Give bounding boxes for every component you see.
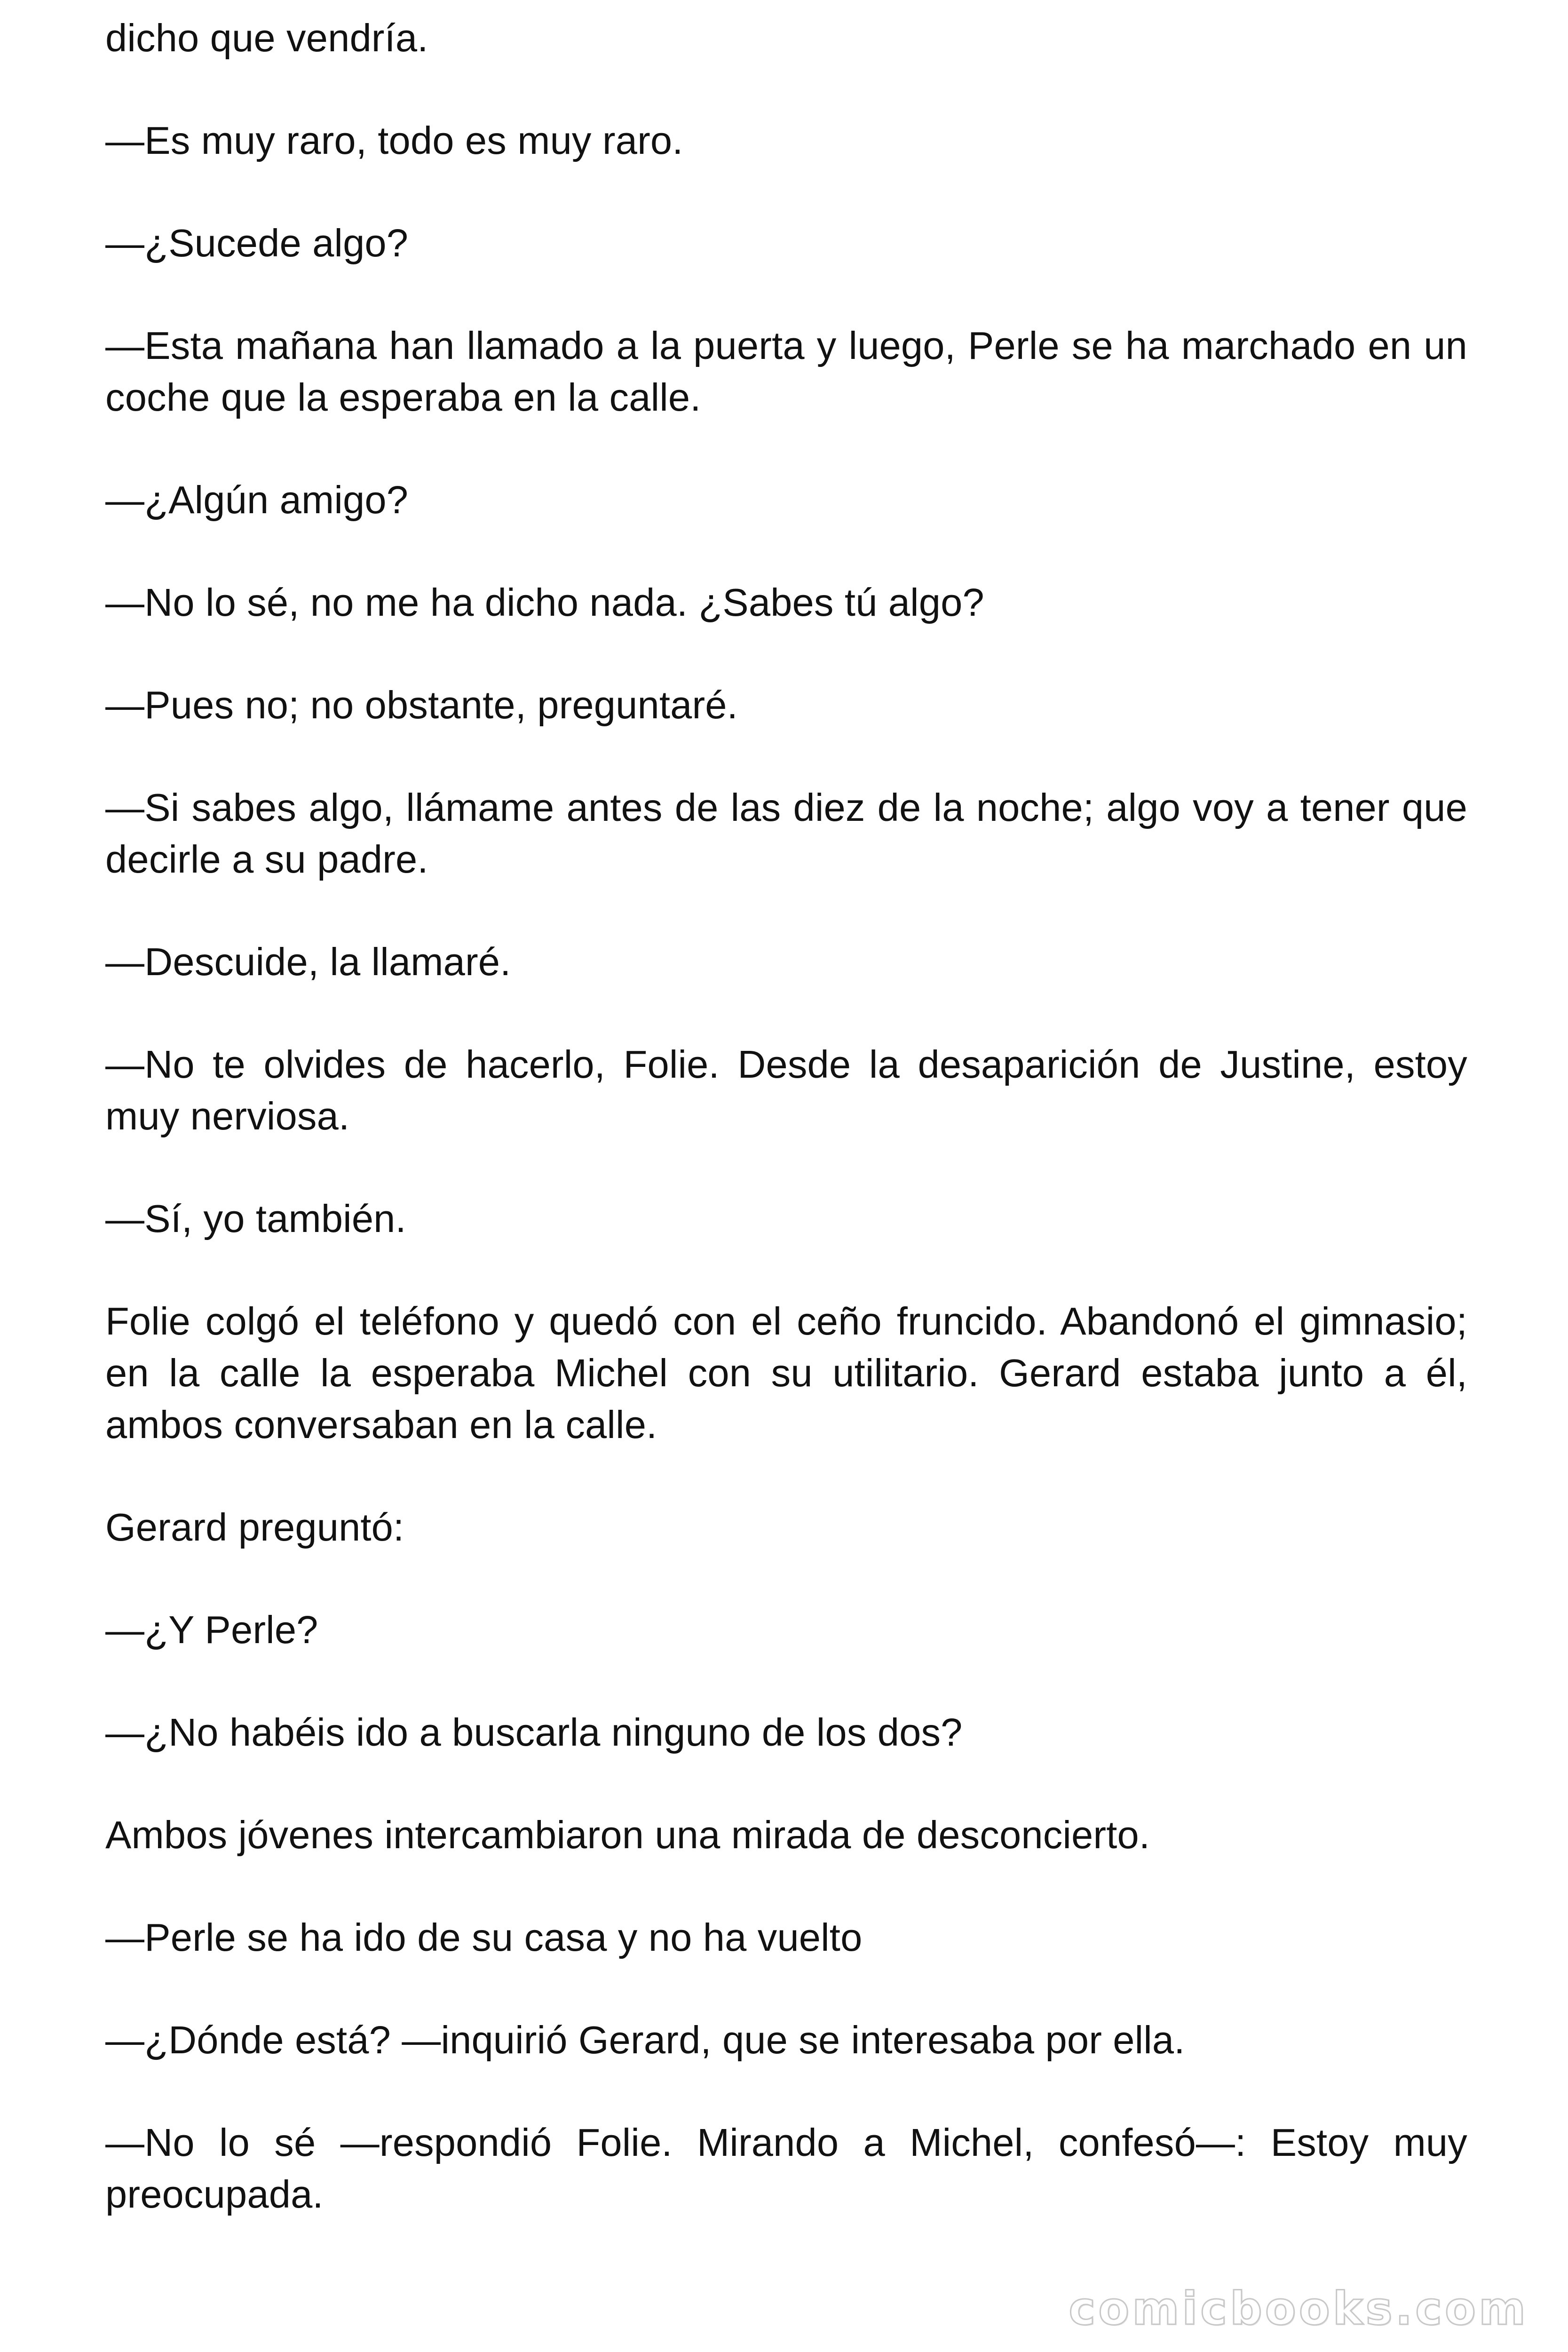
paragraph: —Esta mañana han llamado a la puerta y luego, Perle se ha marchado en un coche que la esperaba en la calle. [105, 324, 1467, 419]
paragraph: —¿Algún amigo? [105, 478, 409, 522]
paragraph: —No lo sé —respondió Folie. Mirando a Michel, confesó—: Estoy muy preocupada. [105, 2121, 1467, 2216]
paragraph: —¿No habéis ido a buscarla ninguno de los dos? [105, 1710, 963, 1754]
paragraph: dicho que vendría. [105, 16, 428, 60]
paragraph: —¿Dónde está? —inquirió Gerard, que se interesaba por ella. [105, 2018, 1185, 2062]
paragraph: —Perle se ha ido de su casa y no ha vuelto [105, 1915, 863, 1959]
page-text [105, 12, 1467, 2220]
paragraph: —¿Y Perle? [105, 1608, 318, 1652]
paragraph: —Sí, yo también. [105, 1197, 406, 1240]
paragraph: Gerard preguntó: [105, 1505, 404, 1549]
paragraph: Ambos jóvenes intercambiaron una mirada de desconcierto. [105, 1813, 1150, 1857]
paragraph: —Es muy raro, todo es muy raro. [105, 119, 683, 162]
paragraph: —No lo sé, no me ha dicho nada. ¿Sabes tú algo? [105, 580, 984, 624]
paragraph: —Descuide, la llamaré. [105, 940, 511, 984]
paragraph: —¿Sucede algo? [105, 221, 409, 265]
paragraph: —Si sabes algo, llámame antes de las diez de la noche; algo voy a tener que decirle a su padre. [105, 786, 1467, 881]
watermark: comicbooks.com [1069, 2282, 1528, 2335]
paragraph: —Pues no; no obstante, preguntaré. [105, 683, 738, 727]
paragraph: —No te olvides de hacerlo, Folie. Desde la desaparición de Justine, estoy muy nerviosa. [105, 1042, 1467, 1138]
paragraph: Folie colgó el teléfono y quedó con el ceño fruncido. Abandonó el gimnasio; en la calle la esperaba Michel con su utilitario. Gerard estaba junto a él, ambos conversaban en la calle. [105, 1299, 1467, 1446]
